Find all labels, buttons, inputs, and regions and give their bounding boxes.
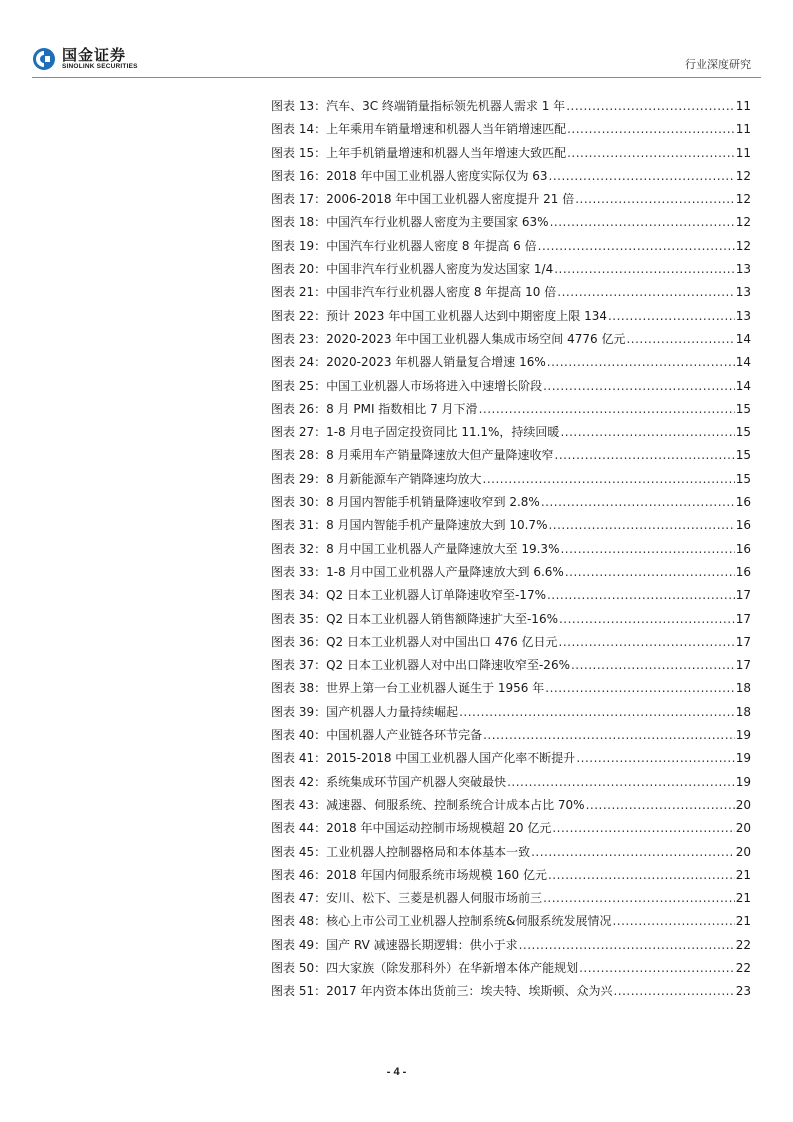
toc-entry-page: 13 [735,262,751,277]
toc-dot-leader [483,724,735,747]
toc-entry-label: 图表 17：2006-2018 年中国工业机器人密度提升 21 倍 [271,192,575,207]
toc-entry[interactable] [271,887,751,910]
page-number: - 4 - [386,1066,407,1078]
toc-dot-leader [549,165,735,188]
toc-entry[interactable] [271,305,751,328]
toc-entry-page: 13 [735,308,751,323]
toc-dot-leader [612,910,734,933]
toc-entry-label: 图表 31：8 月国内智能手机产量降速放大到 10.7% [271,518,548,533]
toc-entry-label: 图表 36：Q2 日本工业机器人对中国出口 476 亿日元 [271,634,558,649]
toc-entry-page: 12 [735,215,751,230]
toc-dot-leader [579,957,735,980]
toc-entry-label: 图表 40：中国机器人产业链各环节完备 [271,728,483,743]
toc-dot-leader [565,561,735,584]
toc-entry-label: 图表 13：汽车、3C 终端销量指标领先机器人需求 1 年 [271,99,566,113]
toc-entry[interactable] [271,514,751,537]
toc-entry-label: 图表 18：中国汽车行业机器人密度为主要国家 63% [271,215,549,230]
toc-dot-leader [550,211,735,234]
toc-entry[interactable] [271,118,751,141]
toc-entry-page: 17 [735,611,751,626]
toc-entry[interactable] [271,631,751,654]
toc-dot-leader [575,188,735,211]
page-header [32,40,761,74]
toc-dot-leader [571,654,735,677]
toc-entry-page: 15 [735,401,751,416]
toc-entry-page: 12 [735,238,751,253]
toc-entry[interactable] [271,957,751,980]
toc-dot-leader [507,771,735,794]
toc-entry-label: 图表 27：1-8 月电子固定投资同比 11.1%，持续回暖 [271,425,560,440]
toc-entry-page: 20 [735,821,751,836]
toc-entry-label: 图表 29：8 月新能源车产销降速均放大 [271,471,482,486]
toc-entry-page: 21 [735,914,751,929]
toc-entry-page: 15 [735,425,751,440]
toc-dot-leader [548,514,734,537]
toc-dot-leader [566,95,735,118]
toc-entry[interactable] [271,491,751,514]
toc-entry[interactable] [271,677,751,700]
toc-entry-label: 图表 25：中国工业机器人市场将进入中速增长阶段 [271,378,543,393]
toc-dot-leader [543,375,735,398]
toc-entry[interactable] [271,235,751,258]
toc-entry-page: 14 [735,331,751,346]
toc-entry[interactable] [271,934,751,957]
toc-entry[interactable] [271,351,751,374]
toc-entry[interactable] [271,771,751,794]
toc-entry[interactable] [271,95,751,118]
toc-entry-page: 17 [735,658,751,673]
toc-entry-label: 图表 42：系统集成环节国产机器人突破最快 [271,774,507,789]
logo-english-name: SINOLINK SECURITIES [62,63,138,70]
toc-entry-label: 图表 15：上年手机销量增速和机器人当年增速大致匹配 [271,145,567,160]
figure-list [271,95,751,1004]
toc-entry[interactable] [271,258,751,281]
toc-entry-page: 19 [735,774,751,789]
toc-entry-label: 图表 16：2018 年中国工业机器人密度实际仅为 63 [271,168,548,183]
toc-dot-leader [479,398,735,421]
toc-entry-label: 图表 50：四大家族（除发那科外）在华新增本体产能规划 [271,960,579,975]
toc-dot-leader [459,701,735,724]
toc-entry-page: 22 [735,960,751,975]
report-type-label: 行业深度研究 [685,58,751,71]
toc-entry[interactable] [271,608,751,631]
toc-entry[interactable] [271,794,751,817]
toc-entry-label: 图表 26：8 月 PMI 指数相比 7 月下滑 [271,401,478,416]
toc-entry-page: 13 [735,285,751,300]
header-divider [32,77,761,78]
toc-dot-leader [483,468,735,491]
toc-entry[interactable] [271,747,751,770]
toc-entry[interactable] [271,817,751,840]
toc-dot-leader [586,794,735,817]
toc-entry-label: 图表 49：国产 RV 减速器长期逻辑：供小于求 [271,937,518,952]
toc-entry-page: 15 [735,448,751,463]
toc-entry-label: 图表 20：中国非汽车行业机器人密度为发达国家 1/4 [271,262,554,277]
toc-dot-leader [538,235,735,258]
toc-entry[interactable] [271,980,751,1003]
toc-entry-page: 11 [735,99,751,113]
toc-entry-label: 图表 41：2015-2018 中国工业机器人国产化率不断提升 [271,751,576,766]
toc-entry-page: 21 [735,867,751,882]
toc-entry-label: 图表 35：Q2 日本工业机器人销售额降速扩大至-16% [271,611,558,626]
toc-entry[interactable] [271,444,751,467]
toc-entry-label: 图表 51：2017 年内资本体出货前三：埃夫特、埃斯顿、众为兴 [271,984,613,999]
toc-entry[interactable] [271,375,751,398]
toc-entry[interactable] [271,421,751,444]
toc-entry-page: 11 [735,145,751,160]
toc-dot-leader [555,444,735,467]
toc-entry-label: 图表 33：1-8 月中国工业机器人产量降速放大到 6.6% [271,564,564,579]
toc-dot-leader [559,608,735,631]
toc-dot-leader [557,281,734,304]
toc-entry-label: 图表 39：国产机器人力量持续崛起 [271,704,459,719]
toc-entry-page: 18 [735,704,751,719]
toc-entry-page: 17 [735,634,751,649]
toc-entry-page: 18 [735,681,751,696]
toc-entry-page: 20 [735,844,751,859]
toc-entry-page: 16 [735,564,751,579]
toc-dot-leader [541,491,735,514]
toc-entry-label: 图表 23：2020-2023 年中国工业机器人集成市场空间 4776 亿元 [271,331,626,346]
toc-dot-leader [560,538,734,561]
toc-entry[interactable] [271,211,751,234]
toc-entry-page: 14 [735,355,751,370]
toc-dot-leader [560,421,734,444]
toc-entry-label: 图表 21：中国非汽车行业机器人密度 8 年提高 10 倍 [271,285,557,300]
toc-entry-page: 20 [735,797,751,812]
logo-chinese-name: 国金证券 [62,46,127,64]
toc-dot-leader [608,305,735,328]
toc-entry-label: 图表 14：上年乘用车销量增速和机器人当年销增速匹配 [271,122,567,137]
sinolink-logo-icon [32,47,56,71]
toc-entry[interactable] [271,654,751,677]
toc-entry-label: 图表 45：工业机器人控制器格局和本体基本一致 [271,844,531,859]
toc-dot-leader [545,677,734,700]
toc-entry[interactable] [271,188,751,211]
toc-entry-label: 图表 30：8 月国内智能手机销量降速收窄到 2.8% [271,495,540,510]
toc-entry-page: 23 [735,984,751,999]
toc-entry-label: 图表 47：安川、松下、三菱是机器人伺服市场前三 [271,891,543,906]
toc-entry[interactable] [271,701,751,724]
toc-dot-leader [552,817,734,840]
toc-entry[interactable] [271,281,751,304]
toc-entry-label: 图表 46：2018 年国内伺服系统市场规模 160 亿元 [271,867,547,882]
toc-dot-leader [554,258,735,281]
toc-entry[interactable] [271,328,751,351]
toc-entry-label: 图表 19：中国汽车行业机器人密度 8 年提高 6 倍 [271,238,537,253]
toc-dot-leader [547,351,735,374]
toc-entry[interactable] [271,142,751,165]
toc-dot-leader [626,328,734,351]
toc-entry-label: 图表 22：预计 2023 年中国工业机器人达到中期密度上限 134 [271,308,607,323]
toc-entry-page: 17 [735,588,751,603]
toc-entry-page: 19 [735,728,751,743]
toc-entry-page: 11 [735,122,751,137]
toc-entry[interactable] [271,910,751,933]
toc-entry[interactable] [271,398,751,421]
toc-dot-leader [548,864,735,887]
toc-entry-page: 22 [735,937,751,952]
toc-dot-leader [567,118,735,141]
toc-entry-label: 图表 48：核心上市公司工业机器人控制系统&伺服系统发展情况 [271,914,612,929]
toc-dot-leader [567,142,735,165]
toc-entry-label: 图表 38：世界上第一台工业机器人诞生于 1956 年 [271,681,545,696]
toc-entry[interactable] [271,538,751,561]
toc-entry-page: 12 [735,168,751,183]
toc-entry-page: 12 [735,192,751,207]
toc-dot-leader [519,934,735,957]
toc-entry-page: 16 [735,541,751,556]
toc-entry-label: 图表 44：2018 年中国运动控制市场规模超 20 亿元 [271,821,552,836]
toc-entry-page: 19 [735,751,751,766]
toc-entry[interactable] [271,468,751,491]
toc-entry-label: 图表 34：Q2 日本工业机器人订单降速收窄至-17% [271,588,546,603]
toc-dot-leader [559,631,735,654]
toc-entry-label: 图表 43：减速器、伺服系统、控制系统合计成本占比 70% [271,797,585,812]
toc-entry-label: 图表 37：Q2 日本工业机器人对中出口降速收窄至-26% [271,658,570,673]
toc-dot-leader [531,841,735,864]
toc-entry[interactable] [271,561,751,584]
toc-entry-page: 16 [735,518,751,533]
toc-entry[interactable] [271,584,751,607]
toc-entry[interactable] [271,724,751,747]
toc-entry[interactable] [271,165,751,188]
toc-entry-label: 图表 24：2020-2023 年机器人销量复合增速 16% [271,355,546,370]
toc-dot-leader [543,887,735,910]
toc-dot-leader [613,980,734,1003]
toc-entry[interactable] [271,864,751,887]
toc-entry-page: 14 [735,378,751,393]
toc-dot-leader [576,747,734,770]
toc-entry[interactable] [271,841,751,864]
toc-entry-label: 图表 28：8 月乘用车产销量降速放大但产量降速收窄 [271,448,554,463]
toc-dot-leader [547,584,735,607]
toc-entry-page: 21 [735,891,751,906]
toc-entry-label: 图表 32：8 月中国工业机器人产量降速放大至 19.3% [271,541,560,556]
toc-entry-page: 15 [735,471,751,486]
toc-entry-page: 16 [735,495,751,510]
